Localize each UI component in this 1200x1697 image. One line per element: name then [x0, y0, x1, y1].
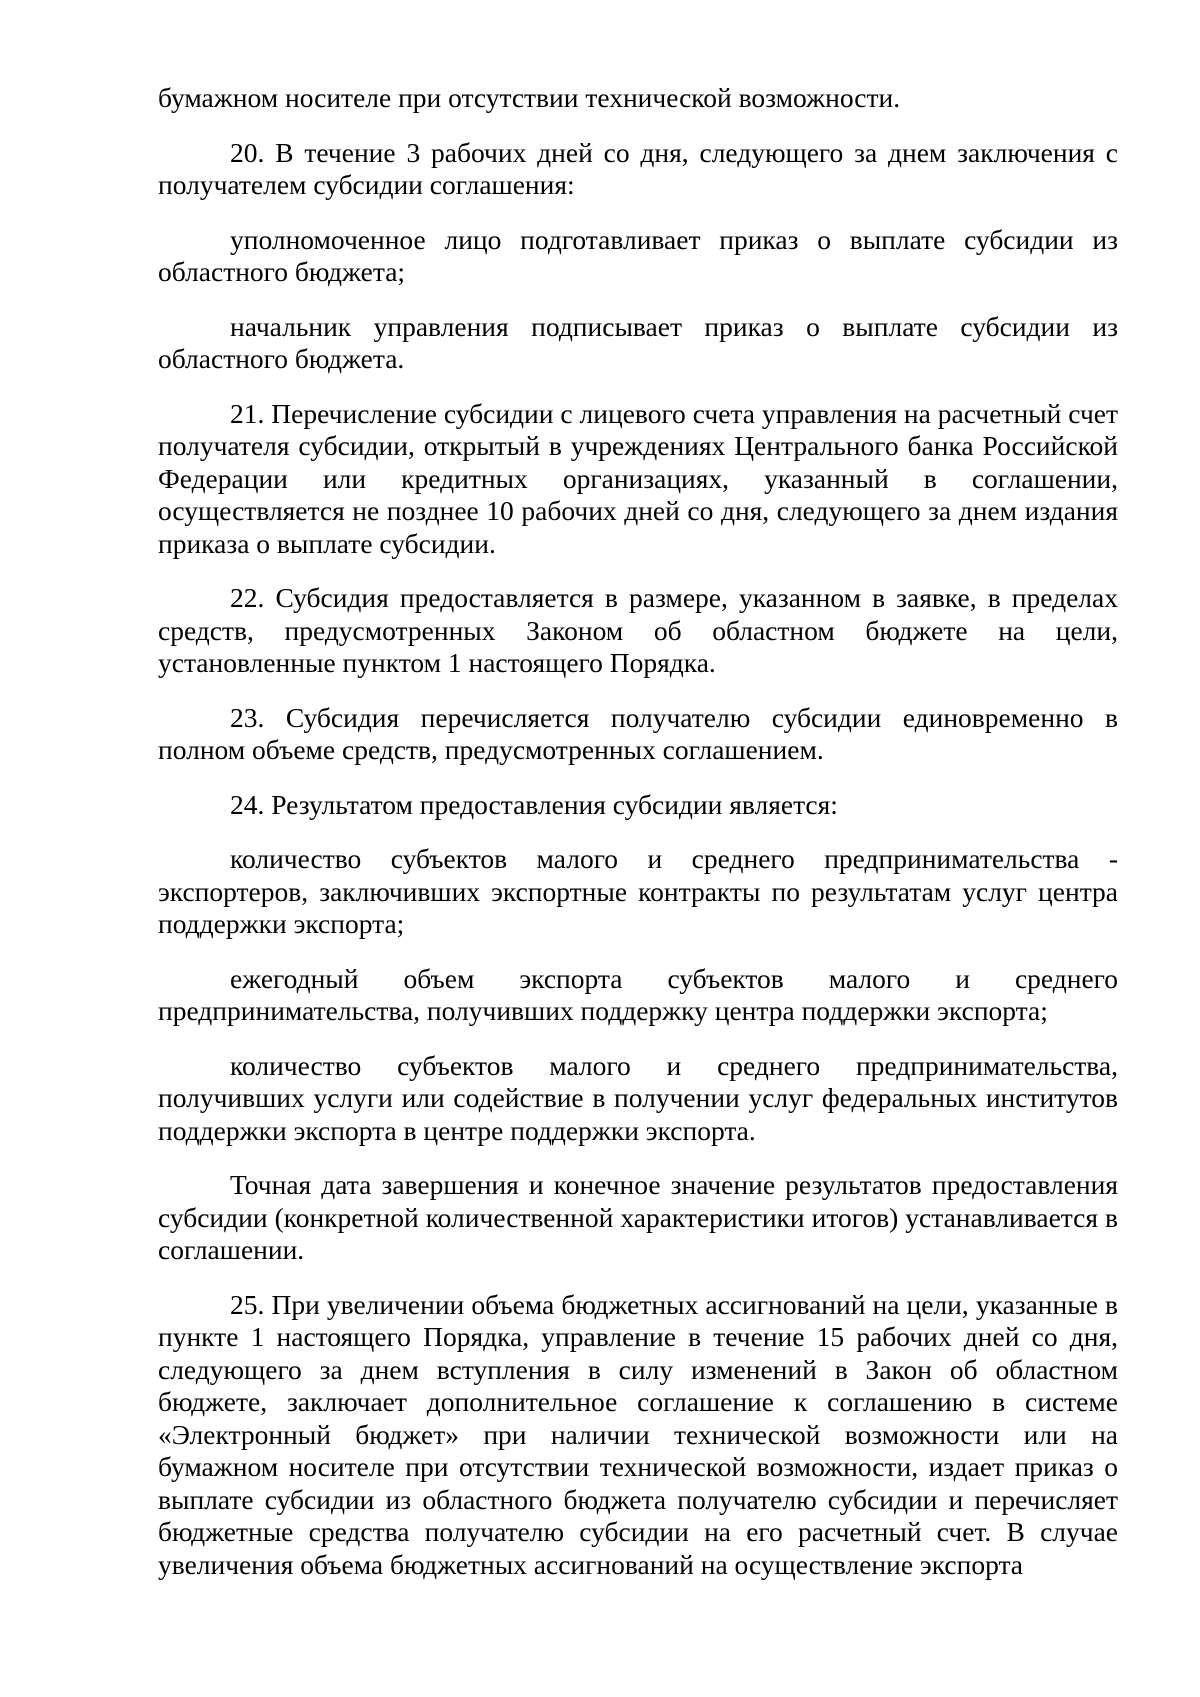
paragraph-24-item-3: количество субъектов малого и среднего предпринимательства, получивших услуги или содействие в получении услуг федеральных институтов поддержки экспорта в центре поддержки экспорта.: [158, 1049, 1118, 1146]
paragraph-24-item-2: ежегодный объем экспорта субъектов малого и среднего предпринимательства, получивших поддержку центра поддержки экспорта;: [158, 962, 1118, 1026]
paragraph-continuation: бумажном носителе при отсутствии технической возможности.: [158, 82, 901, 113]
paragraph-20-item-1: уполномоченное лицо подготавливает приказ о выплате субсидии из областного бюджета;: [158, 223, 1118, 287]
paragraph-20-item-2: начальник управления подписывает приказ о выплате субсидии из областного бюджета.: [158, 310, 1118, 374]
paragraph-23: 23. Субсидия перечисляется получателю субсидии единовременно в полном объеме средств, предусмотренных соглашением.: [158, 701, 1118, 765]
paragraph-24-note: Точная дата завершения и конечное значение результатов предоставления субсидии (конкретной количественной характеристики итогов) устанавливается в соглашении.: [158, 1169, 1118, 1265]
paragraph-25: 25. При увеличении объема бюджетных ассигнований на цели, указанные в пункте 1 настоящего Порядка, управление в течение 15 рабочих дней со дня, следующего за днем вступления в силу изменений в Закон об областном бюджете, заключает дополнительное соглашение к соглашению в системе «Электронный бюджет» при наличии технической возможности или на бумажном носителе при отсутствии технической возможности, издает приказ о выплате субсидии из областного бюджета получателю субсидии и перечисляет бюджетные средства получателю субсидии на его расчетный счет. В случае увеличения объема бюджетных ассигнований на осуществление экспорта: [158, 1288, 1118, 1580]
paragraph-24-item-1: количество субъектов малого и среднего предпринимательства - экспортеров, заключивших экспортные контракты по результатам услуг центра поддержки экспорта;: [158, 843, 1118, 939]
paragraph-24: 24. Результатом предоставления субсидии является:: [230, 788, 838, 820]
paragraph-20: 20. В течение 3 рабочих дней со дня, следующего за днем заключения с получателем субсидии соглашения:: [158, 136, 1118, 200]
document-page: [158, 82, 1118, 1603]
paragraph-22: 22. Субсидия предоставляется в размере, указанном в заявке, в пределах средств, предусмотренных Законом об областном бюджете на цели, установленные пунктом 1 настоящего Порядка.: [158, 582, 1118, 678]
paragraph-21: 21. Перечисление субсидии с лицевого счета управления на расчетный счет получателя субсидии, открытый в учреждениях Центрального банка Российской Федерации или кредитных организациях, указанный в соглашении, осуществляется не позднее 10 рабочих дней со дня, следующего за днем издания приказа о выплате субсидии.: [158, 397, 1118, 559]
